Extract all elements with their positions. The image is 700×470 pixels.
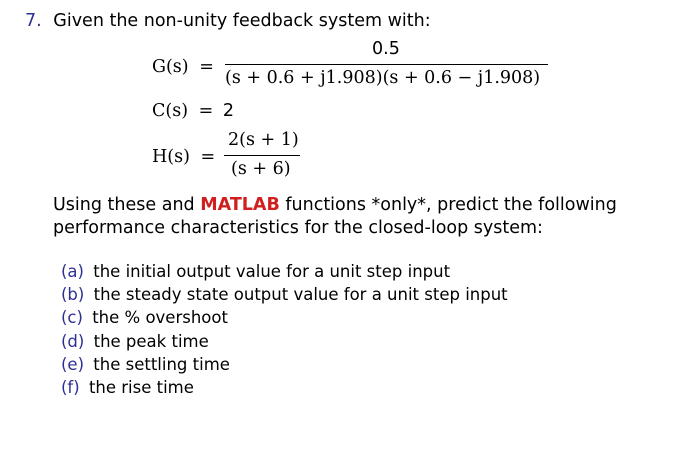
characteristics-list <box>61 260 508 399</box>
list-item-letter: (d) <box>61 331 85 351</box>
h-fraction-bar <box>224 155 300 156</box>
list-item-letter: (c) <box>61 308 83 328</box>
h-lhs-label: H(s) <box>152 147 190 167</box>
list-item-letter: (e) <box>61 354 85 374</box>
question-number: 7. <box>25 11 42 31</box>
h-lhs <box>152 147 215 167</box>
g-equals: = <box>199 57 214 77</box>
h-numerator: 2(s + 1) <box>228 130 299 150</box>
list-item <box>61 353 508 376</box>
question-header <box>25 10 431 32</box>
list-item-text: the initial output value for a unit step input <box>93 262 451 281</box>
g-numerator: 0.5 <box>372 39 400 59</box>
list-item-letter: (a) <box>61 262 84 281</box>
instruction-part2: functions *only*, predict the following <box>279 195 617 215</box>
instruction-part1: Using these and <box>53 195 201 215</box>
c-equals: = <box>198 101 214 121</box>
list-item-text: the % overshoot <box>92 308 228 328</box>
instruction-line-2: performance characteristics for the closed-loop system: <box>53 218 543 238</box>
question-intro: Given the non-unity feedback system with: <box>53 11 431 31</box>
c-rhs: 2 <box>222 101 234 121</box>
list-item-letter: (f) <box>61 378 80 398</box>
list-item <box>61 283 508 306</box>
list-item <box>61 376 508 399</box>
list-item-text: the peak time <box>93 331 209 351</box>
h-denominator: (s + 6) <box>231 159 291 179</box>
instruction-line-1 <box>53 194 617 216</box>
h-equals: = <box>200 147 216 167</box>
list-item <box>61 306 508 329</box>
list-item <box>61 330 508 353</box>
list-item-text: the rise time <box>88 378 194 398</box>
g-lhs-label: G(s) <box>152 57 189 77</box>
matlab-keyword: MATLAB <box>200 195 280 215</box>
list-item-text: the steady state output value for a unit step input <box>93 285 508 305</box>
g-fraction-bar <box>225 64 548 65</box>
list-item-text: the settling time <box>93 354 230 374</box>
c-equation <box>152 101 234 121</box>
g-lhs <box>152 57 214 77</box>
list-item-letter: (b) <box>61 285 85 305</box>
c-lhs-label: C(s) <box>152 101 189 121</box>
list-item <box>61 260 508 283</box>
g-denominator: (s + 0.6 + j1.908)(s + 0.6 − j1.908) <box>225 68 541 88</box>
